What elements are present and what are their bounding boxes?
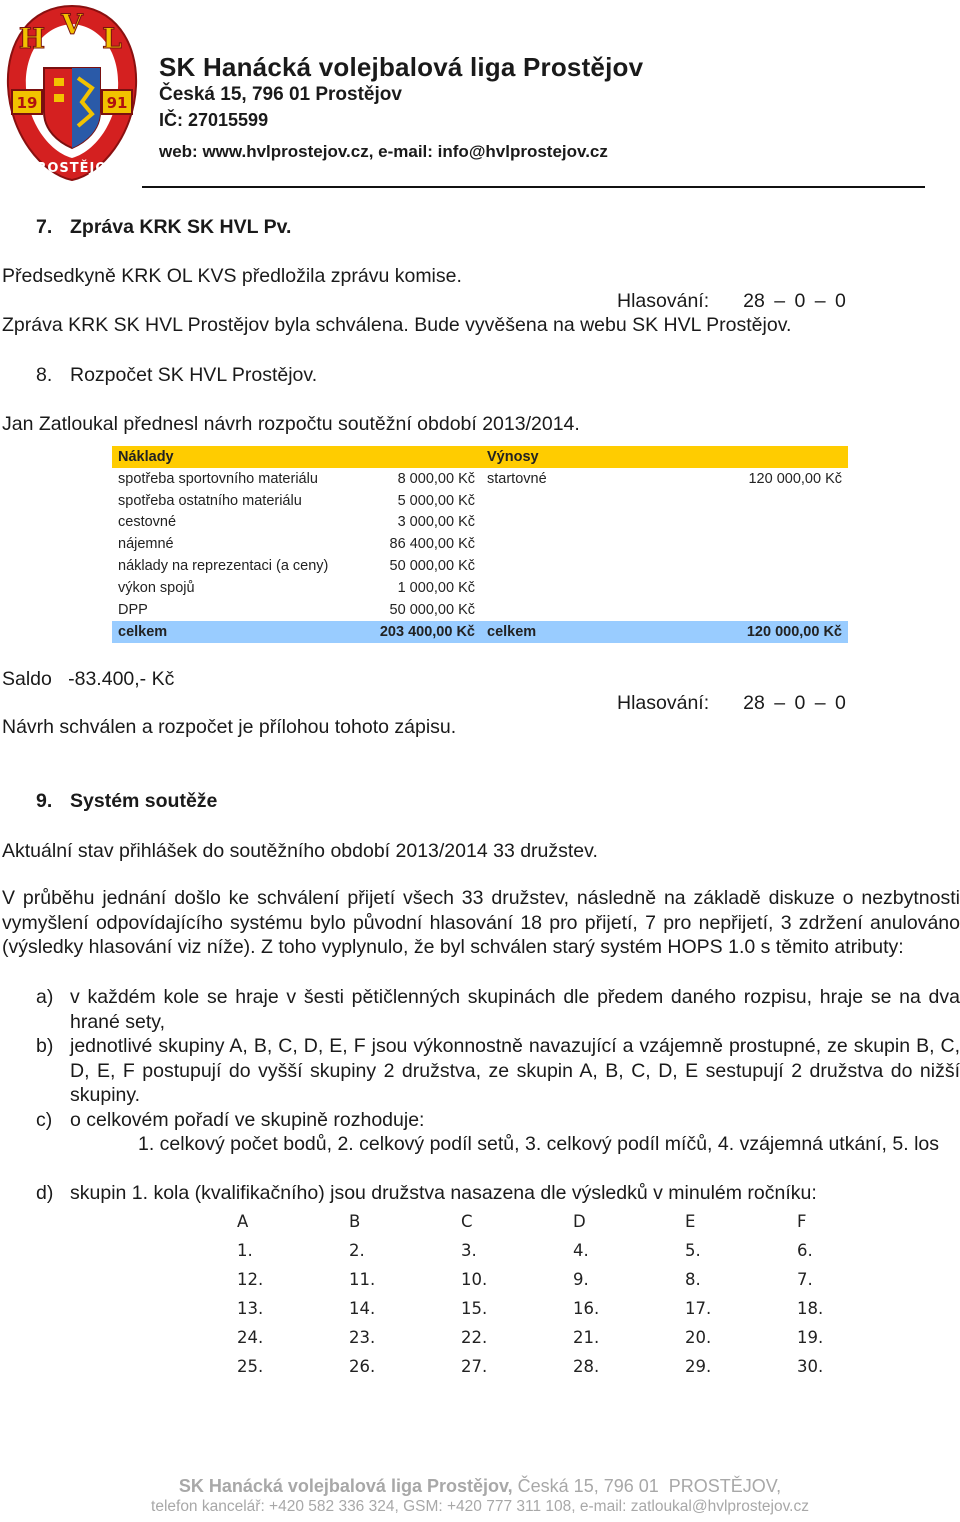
cost-value: 5 000,00 Kč xyxy=(397,492,475,509)
section-9-line1: Aktuální stav přihlášek do soutěžního období 2013/2014 33 družstev. xyxy=(2,840,598,862)
saldo: Saldo -83.400,- Kč xyxy=(2,668,175,690)
section-7-line1: Předsedkyně KRK OL KVS předložila zprávu komise. xyxy=(2,265,462,287)
group-cell: 7. xyxy=(797,1270,813,1289)
cost-item: DPP xyxy=(118,601,148,618)
income-value xyxy=(681,512,848,534)
list-text: skupin 1. kola (kvalifikačního) jsou družstva nasazena dle výsledků v minulém ročníku: xyxy=(70,1182,817,1204)
group-cell: 8. xyxy=(685,1270,701,1289)
income-item xyxy=(481,555,681,577)
income-item xyxy=(481,512,681,534)
section-8-vote xyxy=(617,692,846,715)
cost-value: 8 000,00 Kč xyxy=(397,470,475,487)
cost-value: 1 000,00 Kč xyxy=(397,579,475,596)
group-cell: 21. xyxy=(573,1328,600,1347)
vote-value: 28 – 0 – 0 xyxy=(743,290,846,312)
group-cell: 9. xyxy=(573,1270,589,1289)
list-text: o celkovém pořadí ve skupině rozhoduje: xyxy=(70,1109,425,1131)
group-cell: 10. xyxy=(461,1270,488,1289)
income-value xyxy=(681,533,848,555)
group-cell: 28. xyxy=(573,1357,600,1376)
vote-value: 28 – 0 – 0 xyxy=(743,692,846,714)
group-header: E xyxy=(685,1212,696,1231)
income-value: 120 000,00 Kč xyxy=(748,470,842,487)
groups-table xyxy=(218,1207,890,1381)
income-value xyxy=(681,577,848,599)
section-7-heading xyxy=(36,216,291,239)
section-8-line2: Návrh schválen a rozpočet je přílohou tohoto zápisu. xyxy=(2,716,457,738)
group-cell: 18. xyxy=(797,1299,824,1318)
group-header: F xyxy=(797,1212,807,1231)
income-item xyxy=(481,577,681,599)
group-cell: 24. xyxy=(237,1328,264,1347)
cost-item: výkon spojů xyxy=(118,579,195,596)
cost-item: náklady na reprezentaci (a ceny) xyxy=(118,558,329,575)
groups-row xyxy=(218,1265,890,1294)
total-cost-value: 203 400,00 Kč xyxy=(367,621,481,643)
groups-row xyxy=(218,1352,890,1381)
group-cell: 26. xyxy=(349,1357,376,1376)
budget-row xyxy=(112,468,848,490)
list-item-a xyxy=(0,985,960,1035)
budget-table xyxy=(112,446,848,643)
budget-header-row xyxy=(112,446,848,468)
section-9-number: 9. xyxy=(36,790,53,812)
logo-year-right: 91 xyxy=(106,94,128,112)
income-header: Výnosy xyxy=(481,446,681,468)
group-cell: 15. xyxy=(461,1299,488,1318)
cost-value: 50 000,00 Kč xyxy=(389,558,475,575)
total-cost-label: celkem xyxy=(112,621,367,643)
list-marker: a) xyxy=(36,986,54,1008)
group-cell: 11. xyxy=(349,1270,376,1289)
section-8-number: 8. xyxy=(36,364,53,386)
budget-row xyxy=(112,533,848,555)
group-cell: 3. xyxy=(461,1241,477,1260)
list-item-b xyxy=(0,1034,960,1108)
group-cell: 14. xyxy=(349,1299,376,1318)
budget-row xyxy=(112,490,848,512)
income-value xyxy=(681,599,848,621)
group-cell: 23. xyxy=(349,1328,376,1347)
groups-row xyxy=(218,1236,890,1265)
budget-row xyxy=(112,512,848,534)
group-cell: 5. xyxy=(685,1241,701,1260)
logo-letter-h: H xyxy=(18,22,46,55)
org-web: web: www.hvlprostejov.cz, e-mail: info@hvlprostejov.cz xyxy=(159,142,608,161)
cost-value: 86 400,00 Kč xyxy=(389,536,475,553)
list-text: v každém kole se hraje v šesti pětičlenných skupinách dle předem daného rozpisu, hraje se na dva hrané sety, xyxy=(70,986,960,1033)
group-header: C xyxy=(461,1212,473,1231)
costs-header: Náklady xyxy=(112,446,367,468)
group-cell: 27. xyxy=(461,1357,488,1376)
footer-line2: telefon kancelář: +420 582 336 324, GSM: +420 777 311 108, e-mail: zatloukal@hvlprostejov.cz xyxy=(151,1498,809,1515)
cost-item: nájemné xyxy=(118,536,174,553)
group-cell: 20. xyxy=(685,1328,712,1347)
group-cell: 17. xyxy=(685,1299,712,1318)
org-address: Česká 15, 796 01 Prostějov xyxy=(159,84,402,105)
group-cell: 25. xyxy=(237,1357,264,1376)
group-cell: 29. xyxy=(685,1357,712,1376)
logo-letter-v: V xyxy=(61,8,83,41)
footer-address: Česká 15, 796 01 PROSTĚJOV, xyxy=(512,1476,782,1496)
footer-org: SK Hanácká volejbalová liga Prostějov, xyxy=(178,1476,513,1496)
group-cell: 1. xyxy=(237,1241,253,1260)
list-text: jednotlivé skupiny A, B, C, D, E, F jsou výkonnostně navazující a vzájemně prostupné, ze skupin B, C, D, E, F postupují do vyšší skupiny 2 družstva, ze skupin A, B, C, D, E sestupují 2 družstva do nižší skupiny. xyxy=(70,1035,960,1106)
budget-row xyxy=(112,599,848,621)
org-name: SK Hanácká volejbalová liga Prostějov xyxy=(159,52,644,82)
total-income-value: 120 000,00 Kč xyxy=(681,621,848,643)
section-7-vote xyxy=(617,290,846,313)
group-cell: 16. xyxy=(573,1299,600,1318)
org-ico: IČ: 27015599 xyxy=(159,110,269,130)
ranking-criteria: 1. celkový počet bodů, 2. celkový podíl setů, 3. celkový podíl míčů, 4. vzájemná utkání, 5. los xyxy=(138,1133,940,1155)
income-item: startovné xyxy=(487,470,547,487)
vote-label: Hlasování: xyxy=(617,692,710,714)
section-7-line2: Zpráva KRK SK HVL Prostějov byla schválena. Bude vyvěšena na webu SK HVL Prostějov. xyxy=(2,314,792,336)
group-header: A xyxy=(237,1212,249,1231)
income-item xyxy=(481,490,681,512)
income-value xyxy=(681,555,848,577)
list-item-d xyxy=(0,1181,960,1206)
groups-header-row xyxy=(218,1207,890,1236)
section-8-line1: Jan Zatloukal přednesl návrh rozpočtu soutěžní období 2013/2014. xyxy=(2,413,580,435)
group-cell: 13. xyxy=(237,1299,264,1318)
vote-label: Hlasování: xyxy=(617,290,710,312)
section-9-heading xyxy=(36,790,217,813)
footer-line1 xyxy=(0,1476,960,1497)
section-9-title: Systém soutěže xyxy=(70,790,218,812)
header-rule xyxy=(142,186,925,188)
list-item-c xyxy=(0,1108,960,1133)
section-9-paragraph: V průběhu jednání došlo ke schválení přijetí všech 33 družstev, následně na základě diskuze o nezbytnosti vymyšlení odpovídajícího systému bylo původní hlasování 18 pro přijetí, 7 pro nepřijetí, 3 zdržení anulováno (výsledky hlasování viz níže). Z toho vyplynulo, že byl schválen starý systém HOPS 1.0 s těmito atributy: xyxy=(2,887,960,958)
budget-row xyxy=(112,555,848,577)
total-income-label: celkem xyxy=(481,621,681,643)
group-cell: 30. xyxy=(797,1357,824,1376)
group-header: B xyxy=(349,1212,361,1231)
section-8-heading xyxy=(36,364,317,387)
cost-item: spotřeba ostatního materiálu xyxy=(118,492,302,509)
logo-letter-l: L xyxy=(102,22,122,55)
groups-row xyxy=(218,1323,890,1352)
section-8-title: Rozpočet SK HVL Prostějov. xyxy=(70,364,318,386)
income-value xyxy=(681,490,848,512)
group-cell: 6. xyxy=(797,1241,813,1260)
cost-item: spotřeba sportovního materiálu xyxy=(118,470,318,487)
cost-value: 3 000,00 Kč xyxy=(397,514,475,531)
group-cell: 22. xyxy=(461,1328,488,1347)
hvl-logo xyxy=(2,2,142,184)
section-7-title: Zpráva KRK SK HVL Pv. xyxy=(70,216,292,238)
group-cell: 4. xyxy=(573,1241,589,1260)
section-7-number: 7. xyxy=(36,216,53,238)
logo-city: PROSTĚJOV xyxy=(25,161,119,176)
budget-total-row xyxy=(112,621,848,643)
list-marker: c) xyxy=(36,1109,53,1131)
group-cell: 2. xyxy=(349,1241,365,1260)
cost-item: cestovné xyxy=(118,514,177,531)
list-marker: d) xyxy=(36,1182,54,1204)
income-item xyxy=(481,533,681,555)
list-marker: b) xyxy=(36,1035,54,1057)
group-header: D xyxy=(573,1212,586,1231)
group-cell: 19. xyxy=(797,1328,824,1347)
logo-year-left: 19 xyxy=(16,94,38,112)
budget-row xyxy=(112,577,848,599)
cost-value: 50 000,00 Kč xyxy=(389,601,475,618)
group-cell: 12. xyxy=(237,1270,264,1289)
income-item xyxy=(481,599,681,621)
groups-row xyxy=(218,1294,890,1323)
